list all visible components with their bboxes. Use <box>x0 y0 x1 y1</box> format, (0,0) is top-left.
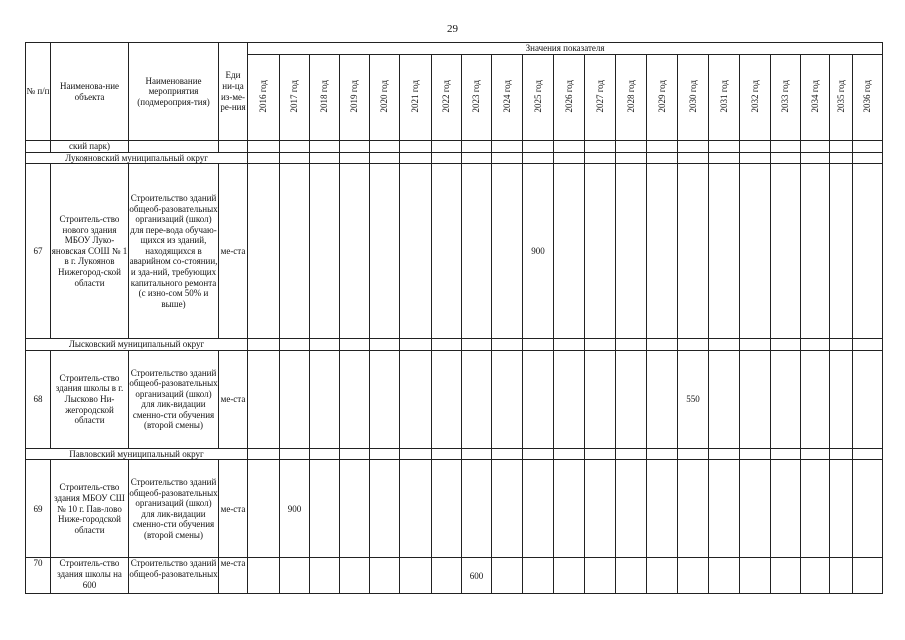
empty-cell <box>248 152 280 164</box>
object-name: Строитель-ство здания школы на 600 <box>51 558 129 594</box>
empty-cell <box>280 152 310 164</box>
value-cell <box>740 460 771 558</box>
empty-cell <box>801 339 830 351</box>
empty-cell <box>248 141 280 153</box>
value-cell <box>830 350 853 448</box>
table-row <box>26 350 883 448</box>
value-cell <box>678 558 709 594</box>
value-cell <box>616 460 647 558</box>
event-name: Строительство зданий общеоб-разовательных организаций (школ) для лик-видации сменно-сти обучения (второй смены) <box>129 350 219 448</box>
header-year <box>616 55 647 141</box>
empty-cell <box>340 339 370 351</box>
value-cell <box>280 164 310 339</box>
empty-cell <box>771 448 801 460</box>
empty-cell <box>523 152 554 164</box>
header-year <box>432 55 462 141</box>
value-cell <box>248 460 280 558</box>
empty-cell <box>370 339 400 351</box>
value-cell <box>340 350 370 448</box>
value-cell <box>678 460 709 558</box>
header-year-label: 2032 год <box>749 79 760 113</box>
header-year-label: 2025 год <box>532 79 543 113</box>
value-cell <box>830 558 853 594</box>
value-cell <box>340 164 370 339</box>
page-number: 29 <box>447 23 458 35</box>
header-year-label: 2027 год <box>594 79 605 113</box>
empty-cell <box>400 339 432 351</box>
header-year-label: 2028 год <box>625 79 636 113</box>
empty-cell <box>616 448 647 460</box>
value-cell: 900 <box>523 164 554 339</box>
value-cell <box>853 350 883 448</box>
value-cell <box>853 558 883 594</box>
empty-cell <box>523 141 554 153</box>
header-year <box>400 55 432 141</box>
value-cell <box>709 558 740 594</box>
value-cell <box>616 558 647 594</box>
empty-cell <box>492 152 523 164</box>
value-cell <box>523 350 554 448</box>
value-cell <box>585 164 616 339</box>
header-year-label: 2030 год <box>687 79 698 113</box>
value-cell <box>771 164 801 339</box>
empty-cell <box>801 152 830 164</box>
region-name: Павловский муниципальный округ <box>26 448 248 460</box>
empty-cell <box>647 152 678 164</box>
empty-cell <box>740 448 771 460</box>
value-cell <box>616 164 647 339</box>
header-year <box>248 55 280 141</box>
value-cell <box>370 164 400 339</box>
empty-cell <box>830 339 853 351</box>
value-cell <box>400 164 432 339</box>
header-year-label: 2026 год <box>563 79 574 113</box>
empty-cell <box>432 141 462 153</box>
empty-cell <box>585 339 616 351</box>
header-year <box>647 55 678 141</box>
value-cell <box>432 350 462 448</box>
value-cell: 900 <box>280 460 310 558</box>
header-year-label: 2016 год <box>258 79 269 113</box>
header-year <box>678 55 709 141</box>
header-year <box>310 55 340 141</box>
unit-name: ме-ста <box>219 460 248 558</box>
object-name: Строитель-ство здания школы в г. Лысково Ни-жегородской области <box>51 350 129 448</box>
header-year <box>492 55 523 141</box>
empty-cell <box>523 448 554 460</box>
header-year <box>585 55 616 141</box>
header-year-label: 2020 год <box>379 79 390 113</box>
value-cell <box>585 350 616 448</box>
empty-cell <box>585 448 616 460</box>
header-values-title: Значения показателя <box>248 43 883 55</box>
empty-cell <box>310 141 340 153</box>
empty-cell <box>647 448 678 460</box>
empty-cell <box>219 141 248 153</box>
value-cell <box>400 350 432 448</box>
header-year <box>740 55 771 141</box>
value-cell <box>462 350 492 448</box>
empty-cell <box>340 448 370 460</box>
value-cell <box>647 558 678 594</box>
empty-cell <box>462 448 492 460</box>
value-cell <box>370 558 400 594</box>
header-year-label: 2036 год <box>862 79 873 113</box>
value-cell <box>310 164 340 339</box>
header-year <box>370 55 400 141</box>
empty-cell <box>370 448 400 460</box>
value-cell <box>400 558 432 594</box>
value-cell <box>709 460 740 558</box>
header-year <box>771 55 801 141</box>
empty-cell <box>647 141 678 153</box>
empty-cell <box>709 448 740 460</box>
value-cell <box>462 164 492 339</box>
value-cell <box>830 164 853 339</box>
unit-name: ме-ста <box>219 164 248 339</box>
empty-cell <box>709 339 740 351</box>
empty-cell <box>585 141 616 153</box>
header-year <box>801 55 830 141</box>
value-cell <box>554 164 585 339</box>
value-cell <box>801 558 830 594</box>
empty-cell <box>678 339 709 351</box>
value-cell <box>740 350 771 448</box>
value-cell <box>280 558 310 594</box>
value-cell <box>400 460 432 558</box>
value-cell <box>709 164 740 339</box>
header-year <box>554 55 585 141</box>
empty-cell <box>432 152 462 164</box>
empty-cell <box>647 339 678 351</box>
empty-cell <box>709 152 740 164</box>
header-event: Наименование мероприятия (подмероприя-тия) <box>129 43 219 141</box>
empty-cell <box>340 141 370 153</box>
empty-cell <box>740 141 771 153</box>
header-year-label: 2021 год <box>410 79 421 113</box>
empty-cell <box>400 141 432 153</box>
value-cell <box>709 350 740 448</box>
empty-cell <box>554 152 585 164</box>
empty-cell <box>616 152 647 164</box>
region-row <box>26 339 883 351</box>
value-cell <box>248 164 280 339</box>
empty-cell <box>26 141 51 153</box>
header-year <box>340 55 370 141</box>
value-cell <box>554 460 585 558</box>
event-name: Строительство зданий общеоб-разовательных организаций (школ) для пере-вода обучаю-щихся из зданий, находящихся в аварийном со-стоянии, и зда-ний, требующих капитального ремонта (с изно-сом 50% и выше) <box>129 164 219 339</box>
empty-cell <box>492 339 523 351</box>
value-cell <box>771 460 801 558</box>
empty-cell <box>853 448 883 460</box>
value-cell <box>310 460 340 558</box>
region-name: Лукояновский муниципальный округ <box>26 152 248 164</box>
empty-cell <box>432 339 462 351</box>
empty-cell <box>400 152 432 164</box>
header-object: Наименова-ние объекта <box>51 43 129 141</box>
unit-name: ме-ста <box>219 350 248 448</box>
unit-name: ме-ста <box>219 558 248 594</box>
empty-cell <box>830 152 853 164</box>
value-cell <box>853 164 883 339</box>
value-cell: 550 <box>678 350 709 448</box>
value-cell <box>280 350 310 448</box>
empty-cell <box>129 141 219 153</box>
value-cell <box>310 558 340 594</box>
value-cell <box>647 164 678 339</box>
value-cell <box>647 350 678 448</box>
value-cell <box>492 164 523 339</box>
header-year-label: 2024 год <box>501 79 512 113</box>
table-row <box>26 558 883 594</box>
value-cell <box>432 558 462 594</box>
value-cell <box>432 460 462 558</box>
empty-cell <box>280 448 310 460</box>
value-cell <box>432 164 462 339</box>
row-number: 70 <box>26 558 51 594</box>
empty-cell <box>370 152 400 164</box>
empty-cell <box>462 339 492 351</box>
row-number: 69 <box>26 460 51 558</box>
empty-cell <box>310 448 340 460</box>
header-year <box>523 55 554 141</box>
empty-cell <box>678 141 709 153</box>
header-year-label: 2033 год <box>780 79 791 113</box>
table-row <box>26 164 883 339</box>
empty-cell <box>370 141 400 153</box>
empty-cell <box>853 141 883 153</box>
row-number: 68 <box>26 350 51 448</box>
empty-cell <box>853 152 883 164</box>
empty-cell <box>492 141 523 153</box>
value-cell <box>740 558 771 594</box>
value-cell: 600 <box>462 558 492 594</box>
empty-cell <box>585 152 616 164</box>
value-cell <box>771 350 801 448</box>
header-year-label: 2018 год <box>319 79 330 113</box>
header-year-label: 2031 год <box>718 79 729 113</box>
value-cell <box>370 350 400 448</box>
value-cell <box>340 558 370 594</box>
empty-cell <box>462 141 492 153</box>
header-unit: Еди ни-ца из-ме-ре-ния <box>219 43 248 141</box>
value-cell <box>585 460 616 558</box>
value-cell <box>248 350 280 448</box>
empty-cell <box>830 448 853 460</box>
value-cell <box>492 460 523 558</box>
empty-cell <box>771 141 801 153</box>
empty-cell <box>248 339 280 351</box>
empty-cell <box>740 152 771 164</box>
header-year-label: 2017 год <box>289 79 300 113</box>
empty-cell <box>310 152 340 164</box>
empty-cell <box>248 448 280 460</box>
value-cell <box>492 558 523 594</box>
empty-cell <box>616 141 647 153</box>
empty-cell <box>554 448 585 460</box>
empty-cell <box>462 152 492 164</box>
region-name: Лысковский муниципальный округ <box>26 339 248 351</box>
empty-cell <box>853 339 883 351</box>
header-year <box>462 55 492 141</box>
empty-cell <box>492 448 523 460</box>
empty-cell <box>771 152 801 164</box>
header-num: № п/п <box>26 43 51 141</box>
header-year-label: 2029 год <box>656 79 667 113</box>
header-year <box>853 55 883 141</box>
empty-cell <box>310 339 340 351</box>
empty-cell <box>678 152 709 164</box>
value-cell <box>853 460 883 558</box>
region-row <box>26 448 883 460</box>
header-year <box>709 55 740 141</box>
value-cell <box>585 558 616 594</box>
header-year <box>280 55 310 141</box>
value-cell <box>370 460 400 558</box>
empty-cell <box>400 448 432 460</box>
value-cell <box>248 558 280 594</box>
continuation-row <box>26 141 883 153</box>
header-year-label: 2023 год <box>471 79 482 113</box>
header-year-label: 2022 год <box>441 79 452 113</box>
continuation-text: ский парк) <box>51 141 129 153</box>
empty-cell <box>678 448 709 460</box>
value-cell <box>801 460 830 558</box>
value-cell <box>462 460 492 558</box>
empty-cell <box>554 339 585 351</box>
header-year-label: 2035 год <box>835 79 846 113</box>
value-cell <box>830 460 853 558</box>
empty-cell <box>280 339 310 351</box>
empty-cell <box>771 339 801 351</box>
empty-cell <box>554 141 585 153</box>
empty-cell <box>801 141 830 153</box>
value-cell <box>554 558 585 594</box>
region-row <box>26 152 883 164</box>
empty-cell <box>801 448 830 460</box>
empty-cell <box>432 448 462 460</box>
header-row-1 <box>26 43 883 55</box>
value-cell <box>340 460 370 558</box>
value-cell <box>647 460 678 558</box>
value-cell <box>492 350 523 448</box>
empty-cell <box>709 141 740 153</box>
value-cell <box>801 164 830 339</box>
object-name: Строитель-ство нового здания МБОУ Луко-яновская СОШ № 1 в г. Лукоянов Нижегород-ской области <box>51 164 129 339</box>
value-cell <box>678 164 709 339</box>
header-year-label: 2019 год <box>349 79 360 113</box>
table-row <box>26 460 883 558</box>
row-number: 67 <box>26 164 51 339</box>
object-name: Строитель-ство здания МБОУ СШ № 10 г. Пав-лово Ниже-городской области <box>51 460 129 558</box>
header-year <box>830 55 853 141</box>
empty-cell <box>523 339 554 351</box>
empty-cell <box>340 152 370 164</box>
value-cell <box>771 558 801 594</box>
empty-cell <box>616 339 647 351</box>
event-name: Строительство зданий общеоб-разовательных <box>129 558 219 594</box>
value-cell <box>740 164 771 339</box>
value-cell <box>554 350 585 448</box>
empty-cell <box>280 141 310 153</box>
value-cell <box>310 350 340 448</box>
empty-cell <box>740 339 771 351</box>
value-cell <box>523 460 554 558</box>
value-cell <box>616 350 647 448</box>
event-name: Строительство зданий общеоб-разовательных организаций (школ) для лик-видации сменно-сти обучения (второй смены) <box>129 460 219 558</box>
indicator-table <box>25 42 883 594</box>
empty-cell <box>830 141 853 153</box>
value-cell <box>801 350 830 448</box>
value-cell <box>523 558 554 594</box>
header-year-label: 2034 год <box>809 79 820 113</box>
